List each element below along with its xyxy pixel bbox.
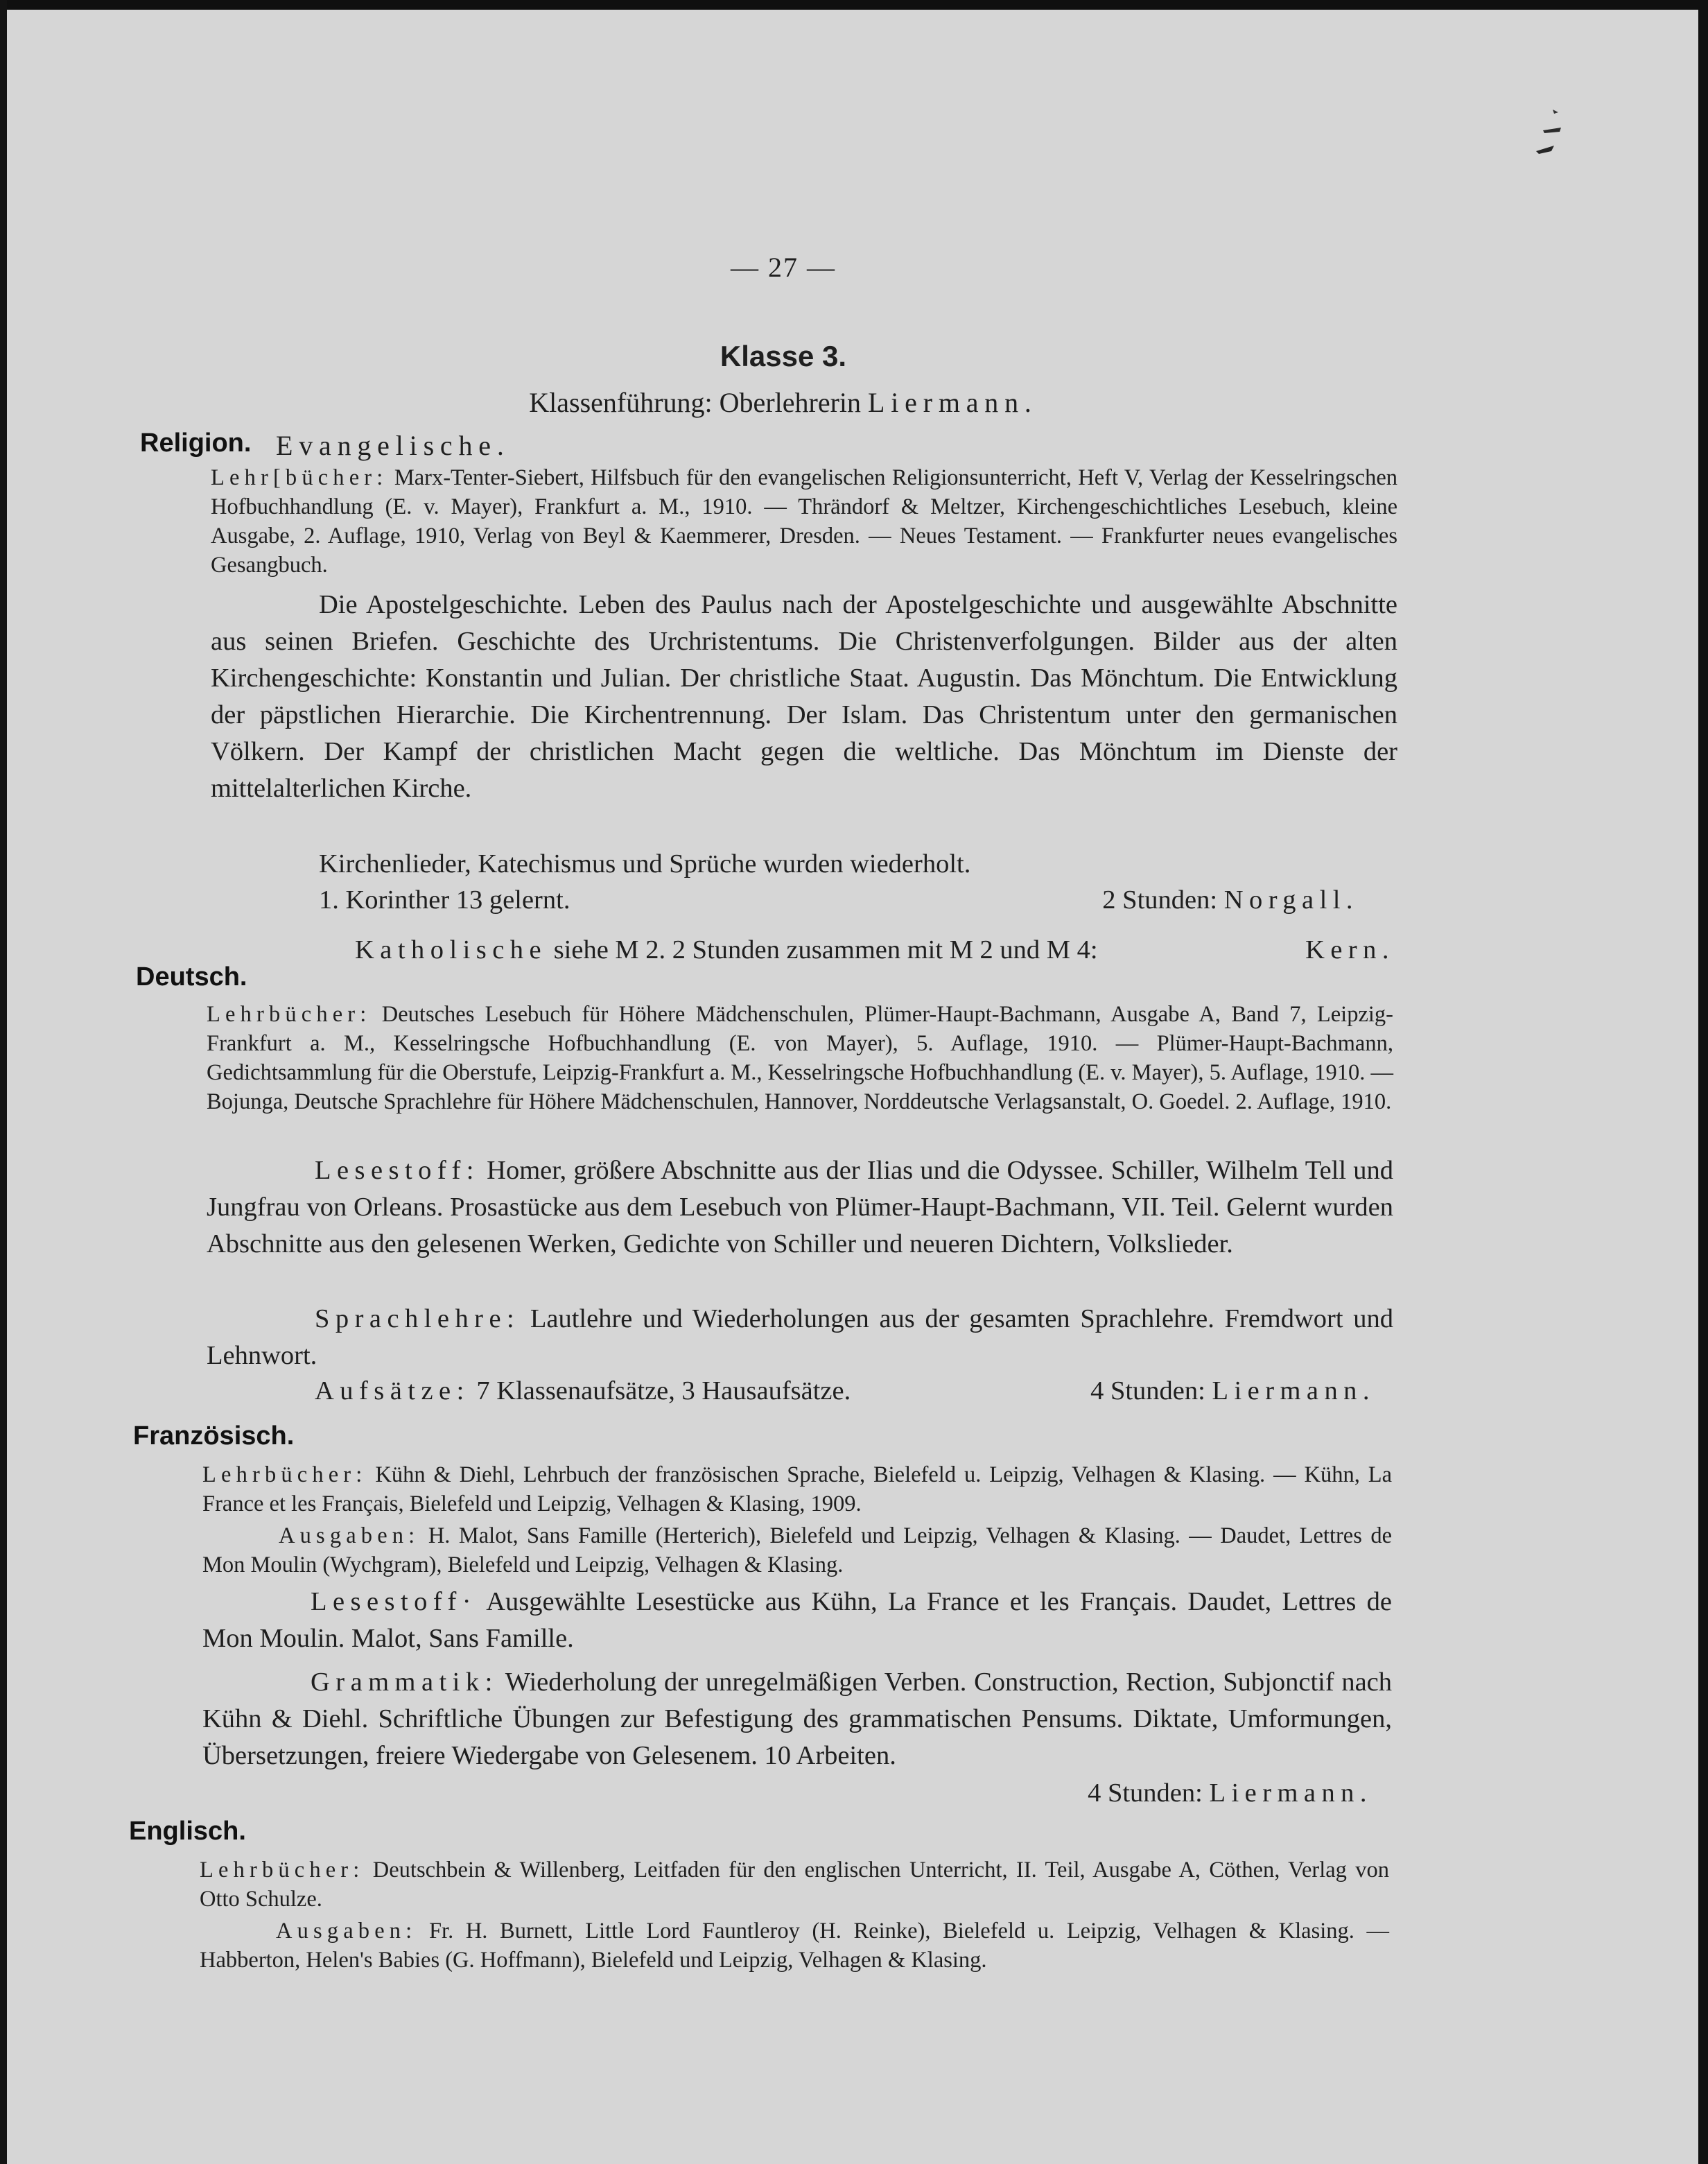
deutsch-reading-label: Lesestoff:: [315, 1156, 480, 1185]
deutsch-grammar-label: Sprachlehre:: [315, 1304, 521, 1333]
subject-heading-englisch: Englisch.: [129, 1817, 246, 1846]
class-leader-label: Klassenführung:: [529, 387, 713, 418]
religion-textbooks: [211, 463, 1397, 580]
page-number: — 27 —: [731, 252, 836, 283]
englisch-textbooks: [200, 1855, 1389, 1914]
deutsch-reading-text: Homer, größere Abschnitte aus der Ilias und die Odyssee. Schiller, Wilhelm Tell und Jungfrau von Orleans. Prosastücke aus dem Lesebuch von Plümer-Haupt-Bachmann, VII. Teil. Gelernt wurden Abschnitte aus den gelesenen Werken, Gedichte von Schiller und neueren Dichtern, Volkslieder.: [207, 1156, 1394, 1258]
franzoesisch-hours-label: 4 Stunden:: [1088, 1778, 1203, 1808]
class-leader: [388, 386, 1178, 419]
religion-catholic-label: Katholische: [355, 935, 548, 964]
religion-content: Die Apostelgeschichte. Leben des Paulus nach der Apostelgeschichte und ausgewählte Abschnitte aus seinen Briefen. Geschichte des Urchristentums. Die Christenverfolgungen. Bilder aus der alten Kirchengeschichte: Konstantin und Julian. Der christliche Staat. Augustin. Das Mönchtum. Die Entwicklung der päpstlichen Hierarchie. Die Kirchentrennung. Der Islam. Das Christentum unter den germanischen Völkern. Der Kampf der christlichen Macht gegen die weltliche. Das Mönchtum im Dienste der mittelalterlichen Kirche.: [211, 590, 1397, 803]
religion-catholic-row: [355, 932, 1395, 969]
franzoesisch-grammar: [202, 1664, 1392, 1774]
deutsch-reading: [207, 1152, 1393, 1263]
deutsch-essays-row: [315, 1373, 1375, 1410]
religion-textbooks-text: Marx-Tenter-Siebert, Hilfsbuch für den evangelischen Religionsunterricht, Heft V, Verlag der Kesselringschen Hofbuchhandlung (E. v. Mayer), Frankfurt a. M., 1910. — Thrändorf & Meltzer, Kirchengeschichtliches Lesebuch, kleine Ausgabe, 2. Auflage, 1910, Verlag von Beyl & Kaemmerer, Dresden. — Neues Testament. — Frankfurter neues evangelisches Gesangbuch.: [211, 465, 1398, 578]
subject-heading-franzoesisch: Französisch.: [133, 1421, 295, 1451]
franzoesisch-editions-label: Ausgaben:: [279, 1523, 420, 1548]
scan-border-top: [0, 0, 1708, 10]
franzoesisch-reading: [202, 1584, 1392, 1657]
franzoesisch-textbooks-text: Kühn & Diehl, Lehrbuch der französischen Sprache, Bielefeld u. Leipzig, Velhagen & Klasing. — Kühn, La France et les Français, Bielefeld und Leipzig, Velhagen & Klasing, 1909.: [202, 1462, 1392, 1516]
religion-learned: 1. Korinther 13 gelernt.: [319, 885, 570, 915]
religion-catholic-text: siehe M 2. 2 Stunden zusammen mit M 2 und M 4:: [553, 935, 1098, 964]
religion-hours-teacher: Norgall.: [1223, 885, 1359, 915]
franzoesisch-grammar-label: Grammatik:: [311, 1668, 498, 1697]
deutsch-textbooks: [207, 1000, 1393, 1116]
franzoesisch-reading-label: Lesestoff·: [311, 1587, 478, 1616]
deutsch-grammar-text: Lautlehre und Wiederholungen aus der gesamten Sprachlehre. Fremdwort und Lehnwort.: [207, 1304, 1393, 1370]
englisch-textbooks-text: Deutschbein & Willenberg, Leitfaden für den englischen Unterricht, II. Teil, Ausgabe A, Cöthen, Verlag von Otto Schulze.: [200, 1858, 1389, 1912]
religion-denomination: Evangelische.: [276, 430, 510, 461]
scan-speck-marks: [1533, 103, 1568, 172]
scan-border-left: [0, 0, 7, 2164]
englisch-editions: [200, 1916, 1389, 1975]
franzoesisch-hours-teacher: Liermann.: [1209, 1778, 1372, 1808]
deutsch-essays-label: Aufsätze:: [315, 1376, 470, 1405]
englisch-textbooks-label: Lehrbücher:: [200, 1858, 365, 1882]
deutsch-hours-teacher: Liermann.: [1212, 1376, 1375, 1405]
franzoesisch-grammar-text: Wiederholung der unregelmäßigen Verben. Construction, Rection, Subjonctif nach Kühn & Diehl. Schriftliche Übungen zur Befestigung des grammatischen Pensums. Diktate, Umformungen, Übersetzungen, freiere Wiedergabe von Gelesenem. 10 Arbeiten.: [202, 1668, 1392, 1770]
englisch-editions-label: Ausgaben:: [276, 1919, 417, 1944]
religion-hours-label: 2 Stunden:: [1102, 885, 1218, 915]
englisch-editions-text: Fr. H. Burnett, Little Lord Fauntleroy (H. Reinke), Bielefeld u. Leipzig, Velhagen & Klasing. — Habberton, Helen's Babies (G. Hoffmann), Bielefeld und Leipzig, Velhagen & Klasing.: [200, 1919, 1390, 1973]
subject-heading-religion: Religion.: [140, 429, 252, 458]
religion-repeated: Kirchenlieder, Katechismus und Sprüche wurden wiederholt.: [319, 849, 971, 878]
religion-textbooks-label: Lehr[bücher:: [211, 465, 388, 490]
subject-heading-deutsch: Deutsch.: [136, 962, 247, 992]
franzoesisch-textbooks: [202, 1460, 1392, 1518]
religion-catholic-teacher: Kern.: [1305, 935, 1395, 964]
scan-border-right: [1698, 0, 1708, 2164]
franzoesisch-hours: [1026, 1775, 1372, 1812]
deutsch-textbooks-text: Deutsches Lesebuch für Höhere Mädchenschulen, Plümer-Haupt-Bachmann, Ausgabe A, Band 7, Leipzig-Frankfurt a. M., Kesselringsche Hofbuchhandlung (E. von Mayer), 5. Auflage, 1910. — Plümer-Haupt-Bachmann, Gedichtsammlung für die Oberstufe, Leipzig-Frankfurt a. M., Kesselringsche Hofbuchhandlung (E. v. Mayer), 5. Auflage, 1910. — Bojunga, Deutsche Sprachlehre für Höhere Mädchenschulen, Hannover, Norddeutsche Verlagsanstalt, O. Goedel. 2. Auflage, 1910.: [207, 1002, 1393, 1114]
class-leader-title: Oberlehrerin: [719, 387, 862, 418]
deutsch-hours-label: 4 Stunden:: [1090, 1376, 1205, 1405]
deutsch-essays-text: 7 Klassenaufsätze, 3 Hausaufsätze.: [476, 1376, 851, 1405]
deutsch-textbooks-label: Lehrbücher:: [207, 1002, 372, 1027]
class-title: Klasse 3.: [720, 340, 847, 372]
franzoesisch-editions: [202, 1521, 1392, 1579]
franzoesisch-reading-text: Ausgewählte Lesestücke aus Kühn, La France et les Français. Daudet, Lettres de Mon Moulin. Malot, Sans Famille.: [202, 1587, 1392, 1653]
religion-hours: [1102, 882, 1359, 919]
franzoesisch-textbooks-label: Lehrbücher:: [202, 1462, 367, 1487]
franzoesisch-editions-text: H. Malot, Sans Famille (Herterich), Bielefeld und Leipzig, Velhagen & Klasing. — Daudet, Lettres de Mon Moulin (Wychgram), Bielefeld und Leipzig, Velhagen & Klasing.: [202, 1523, 1392, 1577]
class-leader-name: Liermann.: [868, 387, 1038, 418]
deutsch-grammar: [207, 1301, 1393, 1374]
religion-learned-row: [319, 882, 1359, 919]
